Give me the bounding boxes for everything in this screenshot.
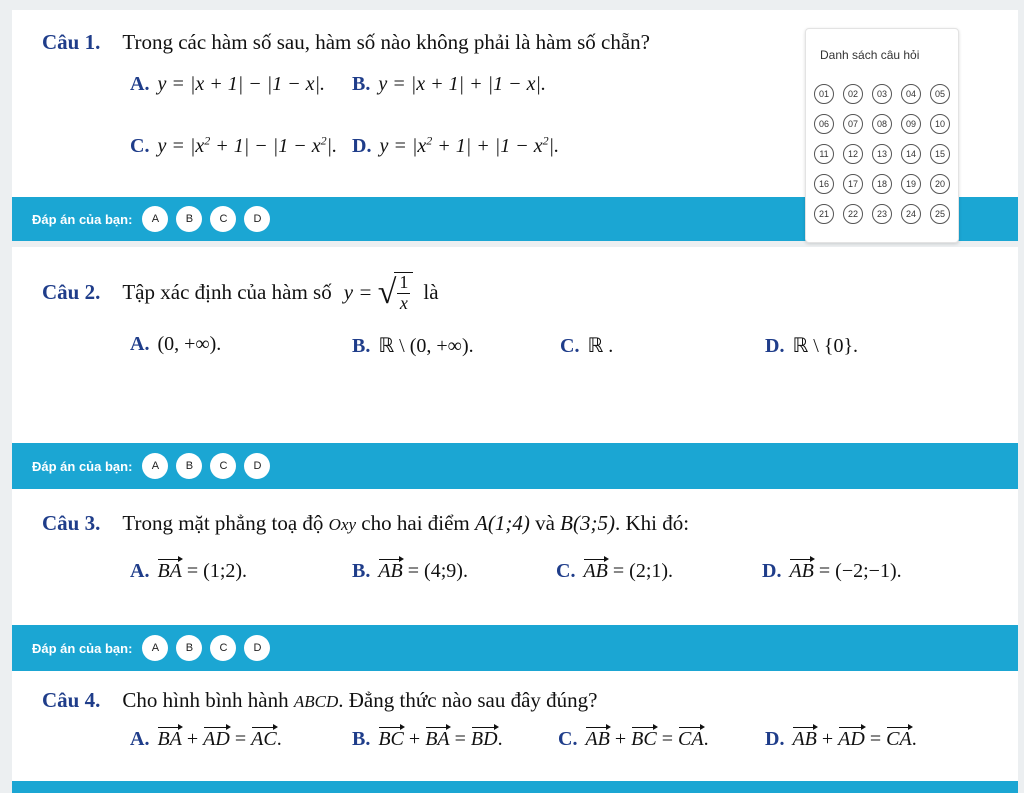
answer-b-button[interactable]: B bbox=[176, 453, 202, 479]
nav-question-18[interactable]: 18 bbox=[872, 174, 892, 194]
choice-letter: B. bbox=[352, 560, 371, 582]
question-4-text bbox=[42, 688, 597, 713]
nav-question-02[interactable]: 02 bbox=[843, 84, 863, 104]
answer-d-button[interactable]: D bbox=[244, 453, 270, 479]
nav-question-23[interactable]: 23 bbox=[872, 204, 892, 224]
nav-question-03[interactable]: 03 bbox=[872, 84, 892, 104]
answer-b-button[interactable]: B bbox=[176, 206, 202, 232]
q1-choice-c bbox=[130, 133, 337, 158]
nav-question-10[interactable]: 10 bbox=[930, 114, 950, 134]
answer-c-button[interactable]: C bbox=[210, 206, 236, 232]
answer-label: Đáp án của bạn: bbox=[32, 640, 133, 656]
answer-bar-q2 bbox=[12, 443, 1018, 489]
choice-letter: D. bbox=[762, 560, 782, 582]
answer-d-button[interactable]: D bbox=[244, 635, 270, 661]
nav-question-13[interactable]: 13 bbox=[872, 144, 892, 164]
q4-choice-b: B. BC + BA = BD. bbox=[352, 724, 503, 751]
vector: AB bbox=[583, 556, 607, 583]
question-2-text bbox=[42, 272, 439, 314]
question-stem: Trong các hàm số sau, hàm số nào không phải là hàm số chẵn? bbox=[122, 30, 650, 54]
answer-bar-q4-partial bbox=[12, 781, 1018, 793]
navigator-grid bbox=[814, 84, 958, 224]
nav-question-07[interactable]: 07 bbox=[843, 114, 863, 134]
question-3-text bbox=[42, 511, 689, 536]
question-number: Câu 2. bbox=[42, 280, 101, 305]
choice-letter: C. bbox=[560, 335, 580, 357]
conjunction: và bbox=[535, 511, 555, 535]
nav-question-19[interactable]: 19 bbox=[901, 174, 921, 194]
choice-formula: ℝ . bbox=[587, 335, 614, 357]
nav-question-22[interactable]: 22 bbox=[843, 204, 863, 224]
choice-letter: D. bbox=[352, 134, 372, 157]
nav-question-12[interactable]: 12 bbox=[843, 144, 863, 164]
answer-label: Đáp án của bạn: bbox=[32, 458, 133, 474]
answer-c-button[interactable]: C bbox=[210, 635, 236, 661]
choice-letter: A. bbox=[130, 728, 150, 750]
choice-letter: C. bbox=[558, 728, 578, 750]
question-stem: Trong mặt phẳng toạ độ bbox=[122, 511, 324, 535]
choice-formula: y = |x + 1| + |1 − x|. bbox=[378, 73, 546, 95]
nav-question-24[interactable]: 24 bbox=[901, 204, 921, 224]
q3-choice-b: B. AB = (4;9). bbox=[352, 556, 468, 583]
question-stem: Tập xác định của hàm số bbox=[122, 280, 332, 305]
nav-question-08[interactable]: 08 bbox=[872, 114, 892, 134]
nav-question-17[interactable]: 17 bbox=[843, 174, 863, 194]
choice-letter: B. bbox=[352, 335, 371, 357]
question-suffix: là bbox=[423, 280, 439, 305]
nav-question-20[interactable]: 20 bbox=[930, 174, 950, 194]
answer-a-button[interactable]: A bbox=[142, 453, 168, 479]
q2-choice-a bbox=[130, 333, 221, 356]
answer-bar-q3 bbox=[12, 625, 1018, 671]
answer-a-button[interactable]: A bbox=[142, 206, 168, 232]
nav-question-11[interactable]: 11 bbox=[814, 144, 834, 164]
q3-choice-c: C. AB = (2;1). bbox=[556, 556, 673, 583]
question-stem-end: . Khi đó: bbox=[614, 511, 690, 535]
q3-choice-d: D. AB = (−2;−1). bbox=[762, 556, 902, 583]
choice-letter: B. bbox=[352, 73, 371, 95]
answer-label: Đáp án của bạn: bbox=[32, 211, 133, 227]
q2-choice-d bbox=[765, 333, 858, 358]
choice-formula: $y = |x^2 + 1| - |1 - x^2|$. bbox=[157, 133, 338, 157]
coordinate-system: Oxy bbox=[328, 515, 357, 534]
question-number: Câu 4. bbox=[42, 688, 101, 712]
question-stem-end: . Đẳng thức nào sau đây đúng? bbox=[338, 688, 598, 712]
choice-formula: y = |x + 1| − |1 − x|. bbox=[157, 73, 326, 95]
question-stem-mid: cho hai điểm bbox=[361, 511, 470, 535]
point-b: B(3;5) bbox=[560, 511, 615, 535]
choice-letter: C. bbox=[130, 134, 150, 157]
answer-d-button[interactable]: D bbox=[244, 206, 270, 232]
q2-choice-c bbox=[560, 333, 613, 358]
choice-letter: A. bbox=[130, 333, 150, 355]
nav-question-05[interactable]: 05 bbox=[930, 84, 950, 104]
q1-choice-a bbox=[130, 73, 325, 96]
nav-question-25[interactable]: 25 bbox=[930, 204, 950, 224]
choice-letter: D. bbox=[765, 728, 785, 750]
nav-question-06[interactable]: 06 bbox=[814, 114, 834, 134]
nav-question-16[interactable]: 16 bbox=[814, 174, 834, 194]
navigator-title: Danh sách câu hỏi bbox=[820, 48, 920, 62]
answer-c-button[interactable]: C bbox=[210, 453, 236, 479]
choice-letter: D. bbox=[765, 335, 785, 357]
q4-choice-c: C. AB + BC = CA. bbox=[558, 724, 709, 751]
choice-letter: C. bbox=[556, 560, 576, 582]
question-stem: Cho hình bình hành bbox=[122, 688, 289, 712]
nav-question-21[interactable]: 21 bbox=[814, 204, 834, 224]
choice-letter: B. bbox=[352, 728, 371, 750]
choice-formula: (0, +∞). bbox=[157, 333, 222, 355]
answer-b-button[interactable]: B bbox=[176, 635, 202, 661]
choice-formula: ℝ \ (0, +∞). bbox=[378, 335, 474, 357]
q4-choice-a: A. BA + AD = AC. bbox=[130, 724, 282, 751]
q4-choice-d: D. AB + AD = CA. bbox=[765, 724, 917, 751]
question-1-text bbox=[42, 30, 650, 55]
nav-question-04[interactable]: 04 bbox=[901, 84, 921, 104]
vector: AB bbox=[789, 556, 813, 583]
answer-a-button[interactable]: A bbox=[142, 635, 168, 661]
q2-choice-b bbox=[352, 333, 474, 358]
nav-question-09[interactable]: 09 bbox=[901, 114, 921, 134]
nav-question-15[interactable]: 15 bbox=[930, 144, 950, 164]
point-a: A(1;4) bbox=[475, 511, 530, 535]
question-number: Câu 1. bbox=[42, 30, 101, 54]
choice-formula: $y = |x^2 + 1| + |1 - x^2|$. bbox=[379, 133, 560, 157]
question-navigator bbox=[805, 28, 959, 243]
nav-question-14[interactable]: 14 bbox=[901, 144, 921, 164]
vector: AB bbox=[378, 556, 402, 583]
vector: BA bbox=[157, 556, 181, 583]
choice-letter: A. bbox=[130, 560, 150, 582]
nav-question-01[interactable]: 01 bbox=[814, 84, 834, 104]
shape-name: ABCD bbox=[293, 692, 339, 711]
choice-formula: ℝ \ {0}. bbox=[792, 335, 859, 357]
choice-letter: A. bbox=[130, 73, 150, 95]
question-formula: y = √ $\frac{1}{x}$ bbox=[344, 272, 414, 314]
q3-choice-a: A. BA = (1;2). bbox=[130, 556, 247, 583]
q1-choice-b bbox=[352, 73, 546, 96]
q1-choice-d bbox=[352, 133, 559, 158]
question-number: Câu 3. bbox=[42, 511, 101, 535]
